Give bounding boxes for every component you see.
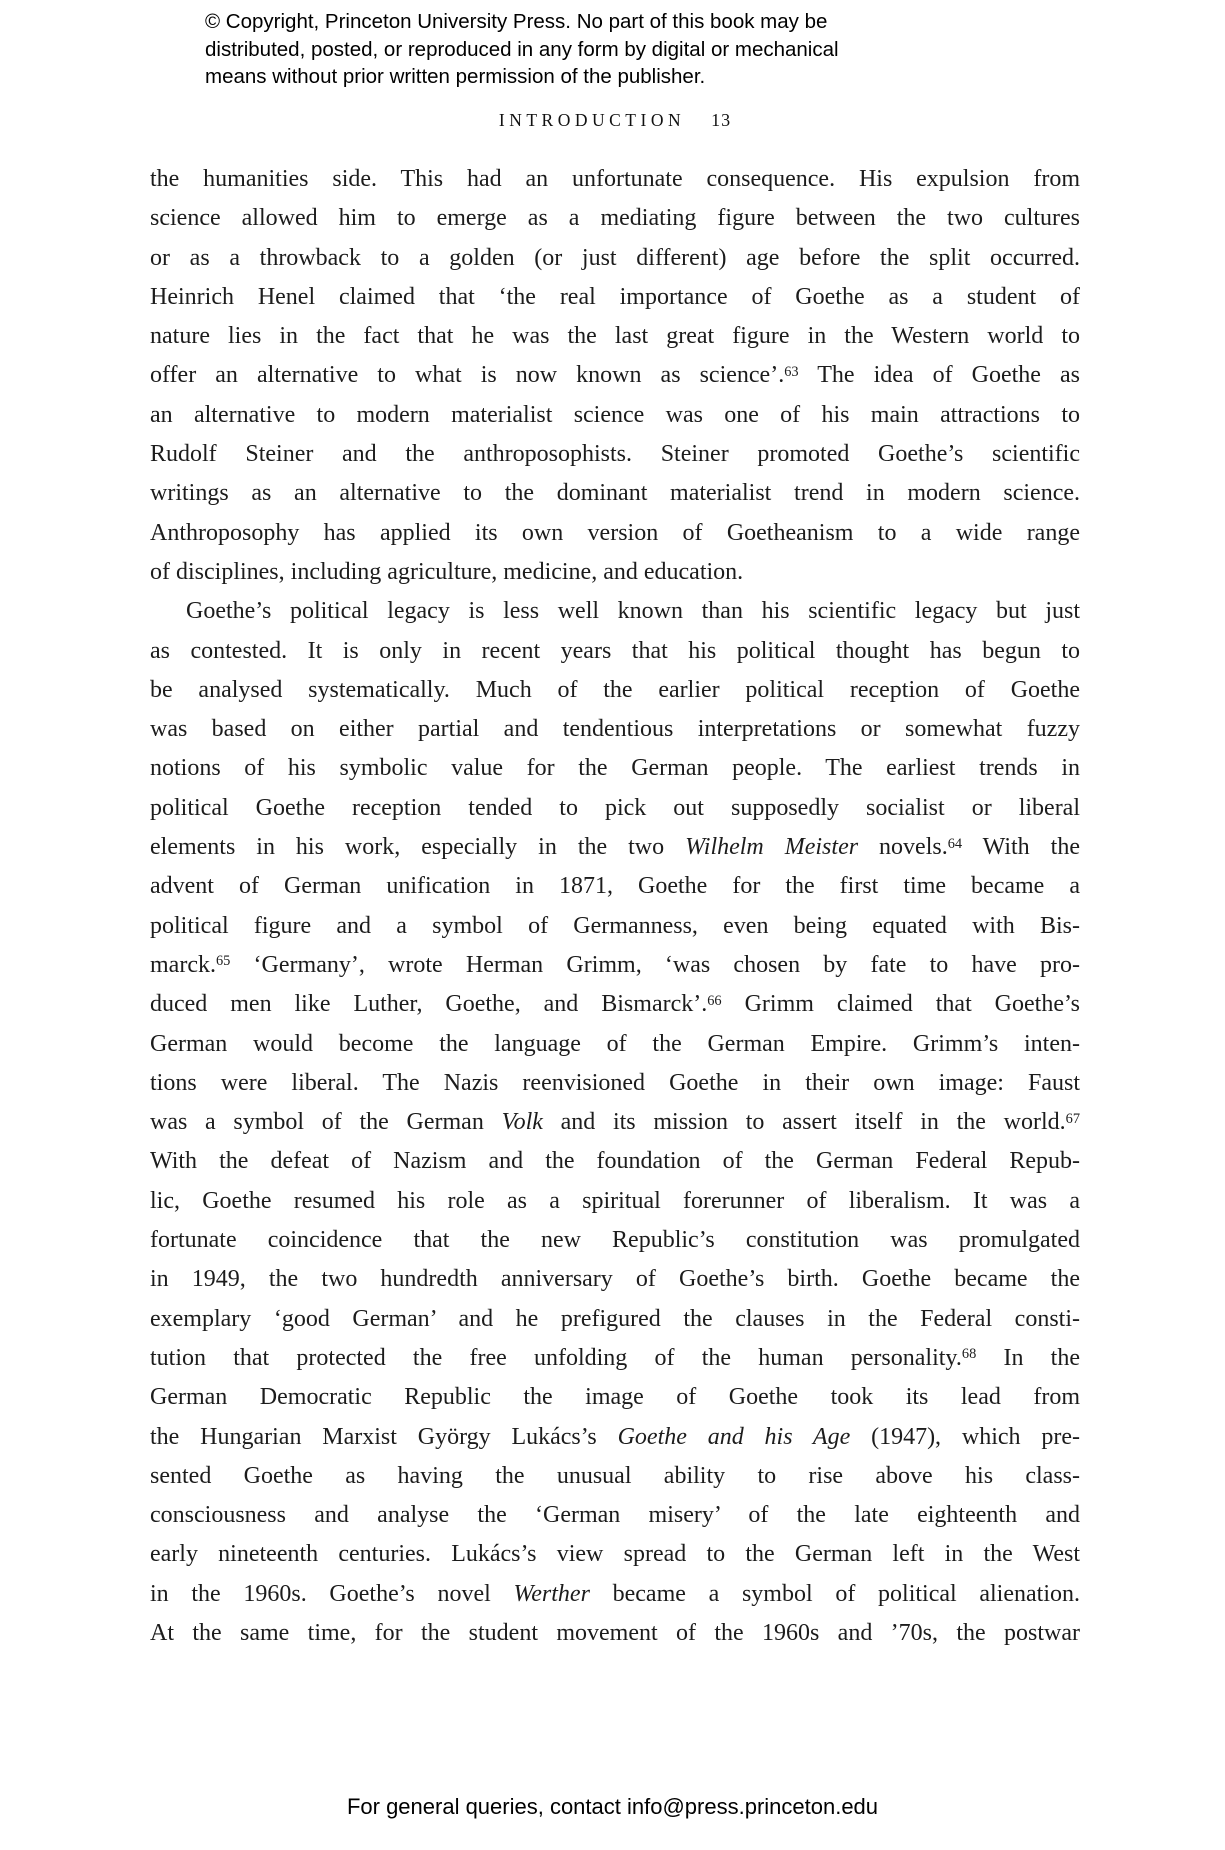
paragraph	[150, 592, 1080, 1653]
copyright-line: distributed, posted, or reproduced in any form by digital or mechanical	[205, 37, 839, 61]
body-line: political figure and a symbol of Germanness, even being equated with Bis-	[150, 912, 1080, 939]
body-line: fortunate coincidence that the new Republic’s constitution was promulgated	[150, 1227, 1080, 1254]
body-line: Goethe’s political legacy is less well known than his scientific legacy but just	[186, 598, 1080, 625]
body-line: With the defeat of Nazism and the foundation of the German Federal Repub-	[150, 1148, 1080, 1175]
body-line: advent of German unification in 1871, Goethe for the first time became a	[150, 873, 1080, 900]
body-line: exemplary ‘good German’ and he prefigured the clauses in the Federal consti-	[150, 1305, 1080, 1332]
footnote-marker: 67	[1065, 1110, 1081, 1127]
body-line: German Democratic Republic the image of Goethe took its lead from	[150, 1384, 1080, 1411]
body-line: consciousness and analyse the ‘German misery’ of the late eighteenth and	[150, 1502, 1080, 1529]
body-line: an alternative to modern materialist science was one of his main attractions to	[150, 401, 1080, 428]
body-line: the humanities side. This had an unfortunate consequence. His expulsion from	[150, 166, 1080, 192]
body-line: writings as an alternative to the dominant materialist trend in modern science.	[150, 480, 1080, 507]
body-line: be analysed systematically. Much of the earlier political reception of Goethe	[150, 676, 1080, 703]
body-line: German would become the language of the German Empire. Grimm’s inten-	[150, 1030, 1080, 1057]
body-line: Rudolf Steiner and the anthroposophists. Steiner promoted Goethe’s scientific	[150, 441, 1080, 468]
body-line: sented Goethe as having the unusual ability to rise above his class-	[150, 1462, 1080, 1489]
body-line: elements in his work, especially in the two Wilhelm Meister novels.$^{64}$ With the	[150, 834, 1080, 861]
footnote-marker: 65	[215, 953, 231, 970]
body-line: tions were liberal. The Nazis reenvisioned Goethe in their own image: Faust	[150, 1069, 1080, 1096]
footer-query-text: For general queries, contact info@press.princeton.edu	[346, 1794, 879, 1819]
copyright-line: © Copyright, Princeton University Press. No part of this book may be	[205, 10, 828, 33]
copyright-notice	[205, 8, 945, 91]
body-line: in 1949, the two hundredth anniversary of Goethe’s birth. Goethe became the	[150, 1266, 1080, 1293]
body-line: early nineteenth centuries. Lukács’s view spread to the German left in the West	[150, 1541, 1080, 1568]
body-line: in the 1960s. Goethe’s novel Werther became a symbol of political alienation.	[150, 1580, 1080, 1607]
body-line: marck.$^{65}$ ‘Germany’, wrote Herman Grimm, ‘was chosen by fate to have pro-	[150, 951, 1080, 978]
body-line: was a symbol of the German Volk and its mission to assert itself in the world.$^{67}$	[150, 1109, 1081, 1136]
body-line: Anthroposophy has applied its own version of Goetheanism to a wide range	[150, 519, 1080, 546]
footnote-marker: 64	[947, 835, 963, 852]
body-line: was based on either partial and tendentious interpretations or somewhat fuzzy	[150, 716, 1080, 743]
body-text	[150, 160, 1080, 1653]
page-footer	[0, 1794, 1225, 1820]
body-line: lic, Goethe resumed his role as a spiritual forerunner of liberalism. It was a	[150, 1187, 1080, 1214]
page-number: 13	[711, 110, 732, 130]
footnote-marker: 66	[707, 992, 722, 1009]
body-line: offer an alternative to what is now known as science’.$^{63}$ The idea of Goethe as	[150, 362, 1081, 389]
footnote-marker: 68	[961, 1346, 977, 1363]
body-line: the Hungarian Marxist György Lukács’s Goethe and his Age (1947), which pre-	[150, 1423, 1080, 1450]
body-line: of disciplines, including agriculture, medicine, and education.	[150, 558, 744, 585]
paragraph	[150, 160, 1080, 592]
body-line: nature lies in the fact that he was the last great figure in the Western world to	[150, 323, 1080, 350]
body-line: duced men like Luther, Goethe, and Bismarck’.$^{66}$ Grimm claimed that Goethe’s	[150, 991, 1080, 1018]
body-line: notions of his symbolic value for the German people. The earliest trends in	[150, 755, 1080, 782]
body-line: as contested. It is only in recent years that his political thought has begun to	[150, 637, 1080, 664]
body-line: At the same time, for the student movement of the 1960s and ’70s, the postwar	[150, 1619, 1080, 1646]
body-line: political Goethe reception tended to pick out supposedly socialist or liberal	[150, 794, 1080, 821]
running-head-title: INTRODUCTION	[498, 110, 686, 130]
body-line: or as a throwback to a golden (or just different) age before the split occurred.	[150, 244, 1080, 271]
running-head	[150, 110, 1080, 131]
body-line: tution that protected the free unfolding of the human personality.$^{68}$ In the	[150, 1344, 1081, 1371]
copyright-line: means without prior written permission of the publisher.	[205, 65, 706, 88]
body-line: science allowed him to emerge as a mediating figure between the two cultures	[150, 205, 1080, 232]
footnote-marker: 63	[784, 364, 799, 381]
body-line: Heinrich Henel claimed that ‘the real importance of Goethe as a student of	[150, 283, 1080, 310]
